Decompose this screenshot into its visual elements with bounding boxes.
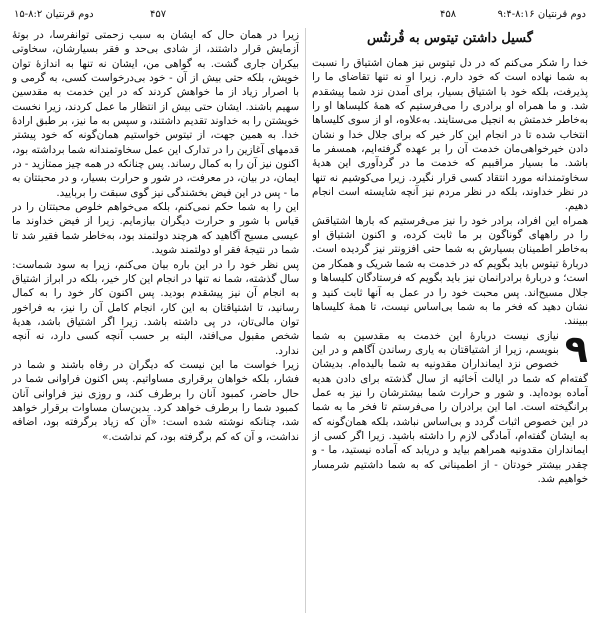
left-running-header: دوم قرنتیان ۸:۲-۱۵: [14, 9, 94, 20]
right-page-number: ۴۵۸: [440, 9, 457, 20]
left-page-number: ۴۵۷: [150, 9, 167, 20]
paragraph: نیازی نیست دربارهٔ این خدمت به مقدسین به شما بنویسم، زیرا از اشتیاقتان به یاری رساندن آگاهم و در این خصوص نزد ایمانداران مقدونیه به شما بالیده‌ام. بدیشان گفته‌ام که شما در ایالت اَخائیه از سال گذشته برای دادن هدیه آماده بوده‌اید. و شور و حرارت شما بیشترشان را نیز به عمل برانگیخته است. اما این برادران را می‌فرستم تا فخر ما به شما در این خصوص اثبات گردد و بی‌اساس نباشد، بلکه همان‌گونه که به ایشان گفته‌ام، آمادگی لازم را داشته باشید. زیرا اگر کسی از ایمانداران مقدونیه همراهم بیاید و دریابد که آماده نیستید، ما - و چقدر بیشتر خودتان - از اطمینانی که به شما داشتیم شرمسار خواهیم شد.: [312, 329, 588, 485]
paragraph: خدا را شکر می‌کنم که در دل تیتوس نیز همان اشتیاق را نسبت به شما نهاده است که خود دارم. زیرا او نه تنها تقاضای ما را پذیرفت، بلکه خود با اشتیاق بسیار، برای آمدن نزد شما پیشقدم شد. و ما همراه او برادری را می‌فرستیم که همهٔ کلیساها او را به‌خاطر خدمتش به انجیل می‌ستایند. به‌علاوه، او از سوی کلیساها انتخاب شده تا در انجام این کار خیر که برای جلال خدا و نشان دادن خیرخواهی‌مان خدمت آن را بر عهده گرفته‌ایم، همسفر ما باشد. ما بسیار مراقبیم که خدمت ما در گردآوری این هدیهٔ سخاوتمندانه مورد انتقاد کسی قرار نگیرد. زیرا می‌کوشیم نه تنها در نظر خداوند، بلکه در نظر مردم نیز آنچه شایسته است انجام دهیم.: [312, 57, 588, 213]
paragraph: زیرا در همان حال که ایشان به سبب زحمتی توانفرسا، در بوتهٔ آزمایش قرار داشتند، از شادی بی‌حد و فقر بسیارشان، سخاوتی بیکران جاری گشت. به گواهی من، ایشان نه تنها به اندازهٔ توان خویش، بلکه حتی بیش از آن - خود بی‌درخواست کسی، به گرمی و با اصرار زیاد از ما خواهش کردند که در این خدمت به مقدسین سهیم باشند. ایشان حتی بیش از انتظار ما عمل کردند، زیرا نخست خویشتن را به خداوند تقدیم داشتند، و سپس به ما نیز، بر طبق ارادهٔ خدا. به همین جهت، از تیتوس خواستیم همان‌گونه که خود پیشتر قدمهای آغازین را در تدارک این عمل سخاوتمندانه شما برداشته بود، اکنون نیز آن را به کمال رساند. پس چنانکه در همه چیز ممتازید - در ایمان، در بیان، در معرفت، در شور و حرارت بسیار، و در محبتتان به ما - پس در این فیض بخشندگی نیز گوی سبقت را بربایید.: [12, 29, 299, 199]
left-text-column: [12, 28, 299, 616]
paragraph: همراه این افراد، برادر خود را نیز می‌فرستیم که بارها اشتیاقش را در راههای گوناگون بر ما ثابت کرده، و اکنون اشتیاق او به‌خاطر اطمینان بسیارش به شما حتی افزونتر نیز گردیده است. دربارهٔ تیتوس باید بگویم که در خدمت به شما شریک و همکار من است؛ و دربارهٔ برادرانمان نیز باید بگویم که فرستادگان کلیساها و جلال مسیح‌اند. پس محبت خود را در عمل به آنها ثابت کنید و نشان دهید که فخر ما به شما بی‌اساس نیست، تا همهٔ کلیساها ببینند.: [312, 214, 588, 328]
chapter-number: ۹: [564, 326, 588, 371]
paragraph: پس نظر خود را در این باره بیان می‌کنم، زیرا به سود شماست: سال گذشته، شما نه تنها در انجام این کار خیر، بلکه در ابراز اشتیاق به انجام آن نیز پیشقدم بودید. پس اکنون کار خود را به کمال رسانید، تا اشتیاقتان به این کار، انجام کامل آن را نیز، به فراخور توان مالی‌تان، در پی داشته باشد. زیرا اگر اشتیاق باشد، هدیهٔ شخص مقبول می‌افتد، البته بر حسب آنچه کسی دارد، نه آنچه ندارد.: [12, 258, 299, 357]
column-divider: [305, 28, 306, 613]
paragraph: این را به شما حکم نمی‌کنم، بلکه می‌خواهم خلوص محبتتان را در قیاس با شور و حرارت دیگران بیازمایم. زیرا از فیض خداوند ما عیسی مسیح آگاهید که هرچند دولتمند بود، به‌خاطر شما فقیر شد تا شما در نتیجهٔ فقر او دولتمند شوید.: [12, 201, 299, 257]
paragraph: زیرا خواست ما این نیست که دیگران در رفاه باشند و شما در فشار، بلکه خواهان برقراری مساواتیم. پس اکنون فراوانی شما در حال حاضر، کمبود آنان را برطرف کند، و روزی نیز فراوانی آنان کمبود شما را برطرف خواهد کرد. بدین‌سان مساوات برقرار خواهد شد، چنانکه نوشته شده است: «آن که زیاد برگرفته بود، اضافه نداشت، و آن که کم برگرفته بود، کم نداشت.»: [12, 358, 299, 443]
right-text-column: [312, 28, 588, 616]
right-running-header: دوم قرنتیان ۸:۱۶-۹:۴: [497, 9, 586, 20]
section-heading: گسیل داشتن تیتوس به قُرنتُس: [367, 31, 533, 46]
chapter-9-block: [312, 326, 588, 487]
